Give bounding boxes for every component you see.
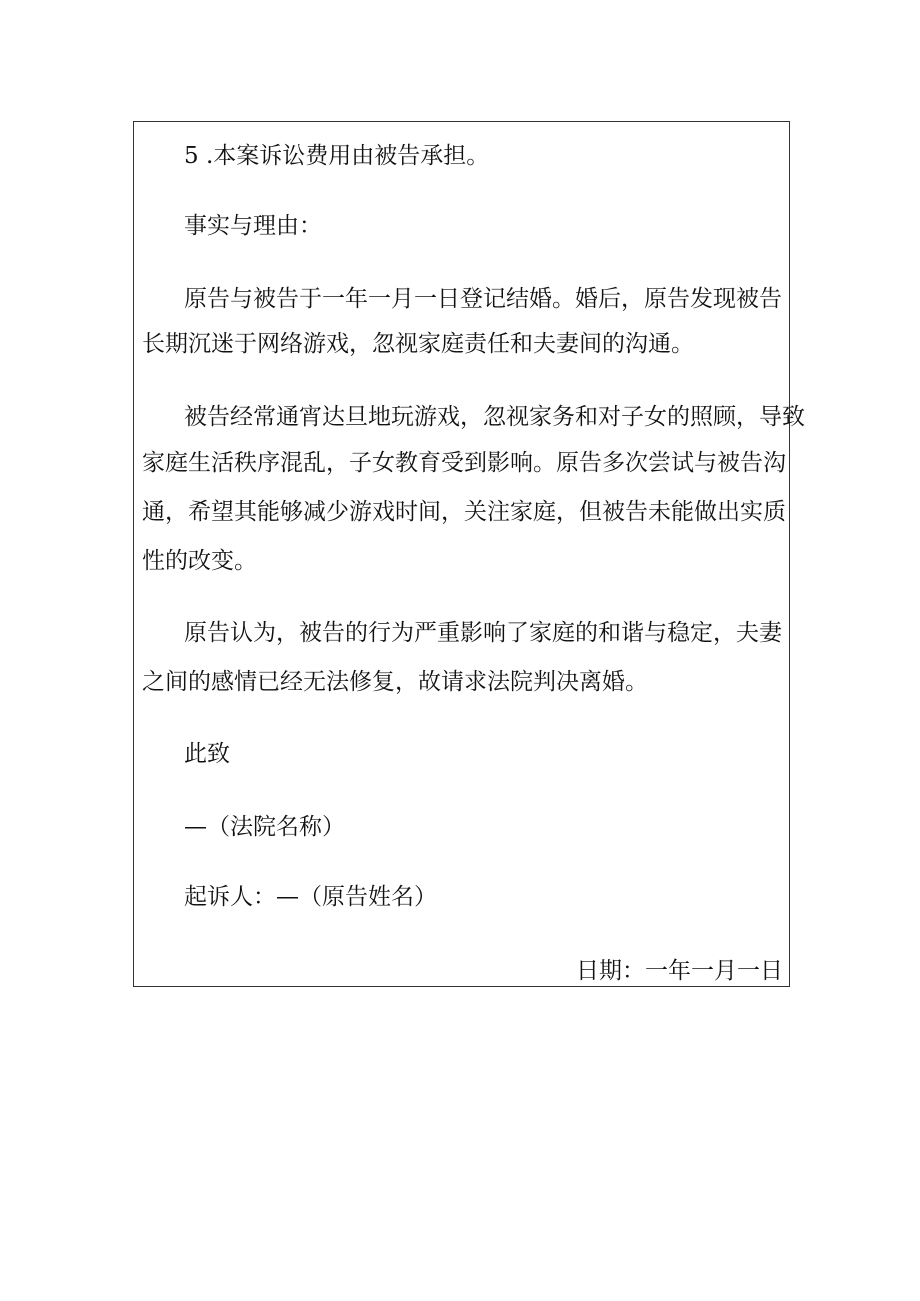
para2-line1: 被告经常通宵达旦地玩游戏，忽视家务和对子女的照顾，导致 [184,404,805,430]
court-name: —（法院名称） [184,814,345,840]
document-frame [133,121,805,987]
para2-line3: 通，希望其能够减少游戏时间，关注家庭，但被告未能做出实质 [142,499,786,525]
document-date: 日期：一年一月一日 [576,958,783,984]
closing-salutation: 此致 [184,741,230,767]
para1-line1: 原告与被告于一年一月一日登记结婚。婚后，原告发现被告 [184,286,782,312]
plaintiff-signature: 起诉人：—（原告姓名） [184,884,437,910]
para1-line2: 长期沉迷于网络游戏，忽视家庭责任和夫妻间的沟通。 [142,331,694,357]
para3-line2: 之间的感情已经无法修复，故请求法院判决离婚。 [142,669,648,695]
facts-heading: 事实与理由： [184,213,322,239]
para3-line1: 原告认为，被告的行为严重影响了家庭的和谐与稳定，夫妻 [184,620,782,646]
para2-line4: 性的改变。 [142,548,257,574]
para2-line2: 家庭生活秩序混乱，子女教育受到影响。原告多次尝试与被告沟 [142,450,786,476]
claim-item-5: 5 .本案诉讼费用由被告承担。 [184,143,490,169]
